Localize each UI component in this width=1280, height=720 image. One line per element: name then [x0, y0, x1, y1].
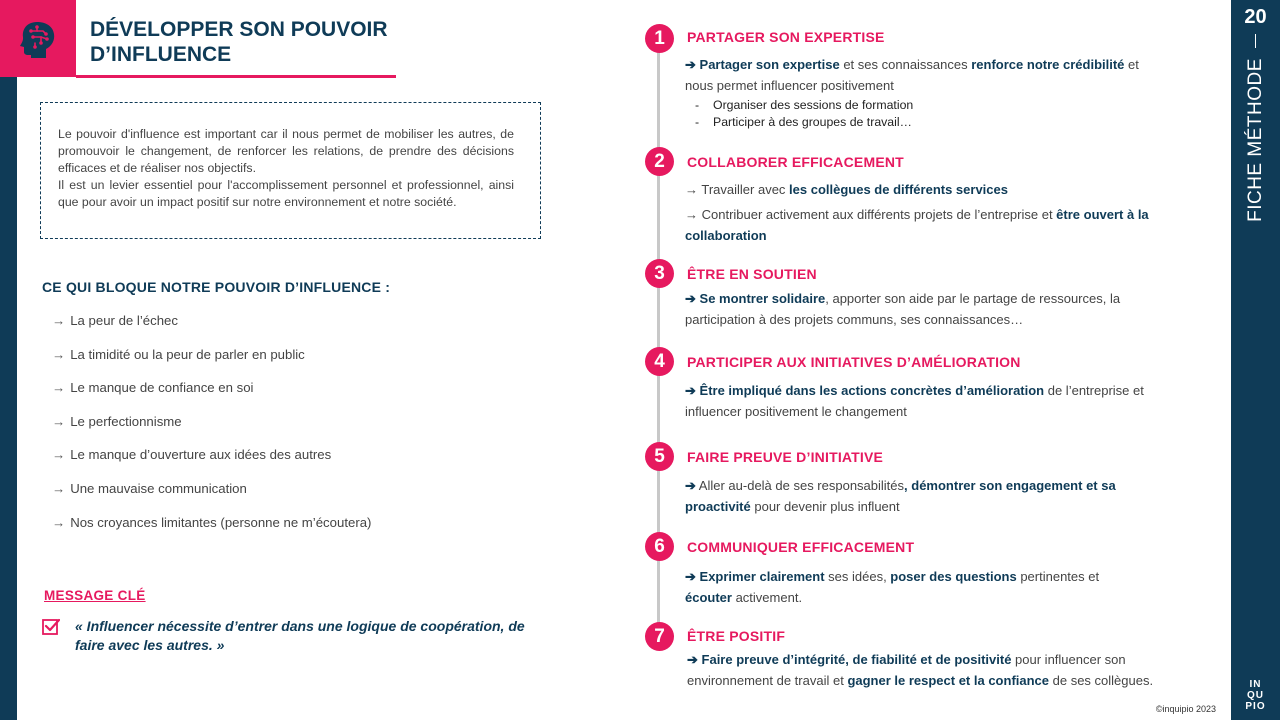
emphasis-text: poser des questions [890, 569, 1017, 584]
arrow-icon: ➔ [685, 291, 696, 306]
step-title: FAIRE PREUVE D’INITIATIVE [687, 449, 884, 465]
copyright-text: ©inquipio 2023 [1155, 704, 1216, 714]
arrow-icon: ➔ [685, 569, 696, 584]
step-body [687, 649, 1157, 691]
step-title: ÊTRE POSITIF [687, 628, 786, 644]
step-number-badge: 5 [645, 442, 674, 471]
step-body [685, 475, 1140, 517]
blockers-list [52, 313, 472, 548]
body-text: de l’entreprise et influencer positivement le changement [685, 383, 1144, 419]
intro-paragraph: Il est un levier essentiel pour l'accomplissement personnel et professionnel, ainsi que pour avoir un impact positif sur notre environnement et notre société. [58, 178, 514, 209]
logo-line: QU [1247, 690, 1264, 701]
emphasis-text: écouter [685, 590, 732, 605]
list-item [52, 414, 472, 448]
list-item [52, 447, 472, 481]
logo-line: IN [1249, 679, 1262, 690]
step-number-badge: 7 [645, 622, 674, 651]
step-body [685, 566, 1125, 608]
side-label-text: FICHE MÉTHODE [1245, 58, 1266, 222]
emphasis-text: Se montrer solidaire [695, 291, 826, 306]
list-item [52, 313, 472, 347]
left-accent-bar [0, 0, 17, 720]
sub-list-text: Organiser des sessions de formation [713, 98, 914, 112]
arrow-icon: → [52, 447, 66, 463]
page-title: DÉVELOPPER SON POUVOIR D’INFLUENCE [90, 18, 388, 66]
arrow-icon: → [52, 346, 66, 362]
body-text: Aller au-delà de ses responsabilités [695, 478, 905, 493]
list-item [52, 515, 472, 549]
arrow-icon: → [52, 380, 66, 396]
arrow-icon: ➔ [685, 57, 696, 72]
step-paragraph [685, 204, 1175, 246]
body-text: Contribuer activement aux différents projets de l’entreprise et [698, 207, 1057, 222]
step-title: PARTAGER SON EXPERTISE [687, 29, 885, 45]
body-text: et ses connaissances [839, 57, 972, 72]
emphasis-text: Partager son expertise [699, 57, 840, 72]
step-body [685, 179, 1175, 246]
intro-box [40, 102, 541, 239]
arrow-icon: → [685, 207, 698, 222]
arrow-icon: → [52, 313, 66, 328]
sub-list-item: - Participer à des groupes de travail… [695, 115, 912, 129]
arrow-icon: → [52, 480, 66, 496]
body-text: Travailler avec [698, 182, 790, 197]
sub-list [695, 97, 1155, 131]
arrow-icon: → [52, 514, 66, 530]
checkbox-icon [42, 618, 60, 636]
blockers-title: CE QUI BLOQUE NOTRE POUVOIR D’INFLUENCE : [42, 279, 391, 295]
step-body [685, 288, 1140, 330]
step-number-badge: 1 [645, 24, 674, 53]
list-item [52, 347, 472, 381]
step-title: COLLABORER EFFICACEMENT [687, 154, 904, 170]
step-number-badge: 3 [645, 259, 674, 288]
emphasis-text: gagner le respect et la confiance [847, 673, 1050, 688]
step-body [685, 380, 1155, 422]
sub-list-item: - Organiser des sessions de formation [695, 98, 914, 112]
title-underline [76, 75, 396, 78]
arrow-icon: → [52, 413, 66, 429]
page-number: 20 [1244, 6, 1267, 28]
list-item-text: La timidité ou la peur de parler en public [70, 346, 305, 362]
emphasis-text: renforce notre crédibilité [971, 57, 1125, 72]
emphasis-text: être ouvert à la collaboration [685, 207, 1149, 243]
list-item [52, 481, 472, 515]
list-item [52, 380, 472, 414]
key-message-quote: « Influencer nécessite d’entrer dans une logique de coopération, de faire avec les autres. » [75, 618, 525, 653]
step-number-badge: 6 [645, 532, 674, 561]
body-text: activement. [731, 590, 803, 605]
arrow-icon: ➔ [685, 383, 696, 398]
step-title: ÊTRE EN SOUTIEN [687, 266, 817, 282]
brand-logo [1231, 679, 1280, 712]
arrow-icon: → [685, 182, 698, 197]
body-text: ses idées, [824, 569, 891, 584]
body-text: pertinentes et [1016, 569, 1100, 584]
step-paragraph [685, 179, 1175, 200]
head-brain-icon [19, 19, 57, 59]
body-text: et nous permet influencer positivement [685, 57, 1139, 93]
body-text: pour influencer son environnement de travail et [687, 652, 1126, 688]
body-text: de ses collègues. [1049, 673, 1154, 688]
sub-list-text: Participer à des groupes de travail… [713, 115, 912, 129]
arrow-icon: ➔ [685, 478, 696, 493]
emphasis-text: Être impliqué dans les actions concrètes d’amélioration [695, 383, 1045, 398]
intro-paragraph: Le pouvoir d'influence est important car il nous permet de mobiliser les autres, de promouvoir le changement, de renforcer les relations, de prendre des décisions efficaces et de réaliser nos objectifs. [58, 127, 514, 175]
emphasis-text: Faire preuve d’intégrité, de fiabilité et de positivité [697, 652, 1012, 667]
emphasis-text: , démontrer son engagement et sa proactivité [685, 478, 1116, 514]
arrow-icon: ➔ [687, 652, 698, 667]
key-message-title: MESSAGE CLÉ [44, 588, 146, 603]
logo-line: PIO [1245, 701, 1266, 712]
title-icon-box [0, 0, 76, 77]
emphasis-text: les collègues de différents services [789, 182, 1008, 197]
step-body [685, 54, 1155, 131]
list-item-text: Le perfectionnisme [70, 413, 182, 429]
list-item-text: Nos croyances limitantes (personne ne m’écoutera) [70, 514, 372, 530]
list-item-text: Une mauvaise communication [70, 480, 247, 496]
emphasis-text: Exprimer clairement [695, 569, 825, 584]
list-item-text: La peur de l’échec [70, 313, 178, 328]
step-title: PARTICIPER AUX INITIATIVES D’AMÉLIORATION [687, 354, 1021, 370]
list-item-text: Le manque d’ouverture aux idées des autres [70, 447, 332, 463]
page-number-divider [1255, 34, 1256, 48]
list-item-text: Le manque de confiance en soi [70, 380, 254, 396]
step-title: COMMUNIQUER EFFICACEMENT [687, 539, 915, 555]
step-number-badge: 2 [645, 147, 674, 176]
step-number-badge: 4 [645, 347, 674, 376]
body-text: pour devenir plus influent [750, 499, 900, 514]
side-label [1233, 50, 1279, 230]
body-text: , apporter son aide par le partage de ressources, la participation à des projets communs, ses connaissances… [685, 291, 1121, 327]
